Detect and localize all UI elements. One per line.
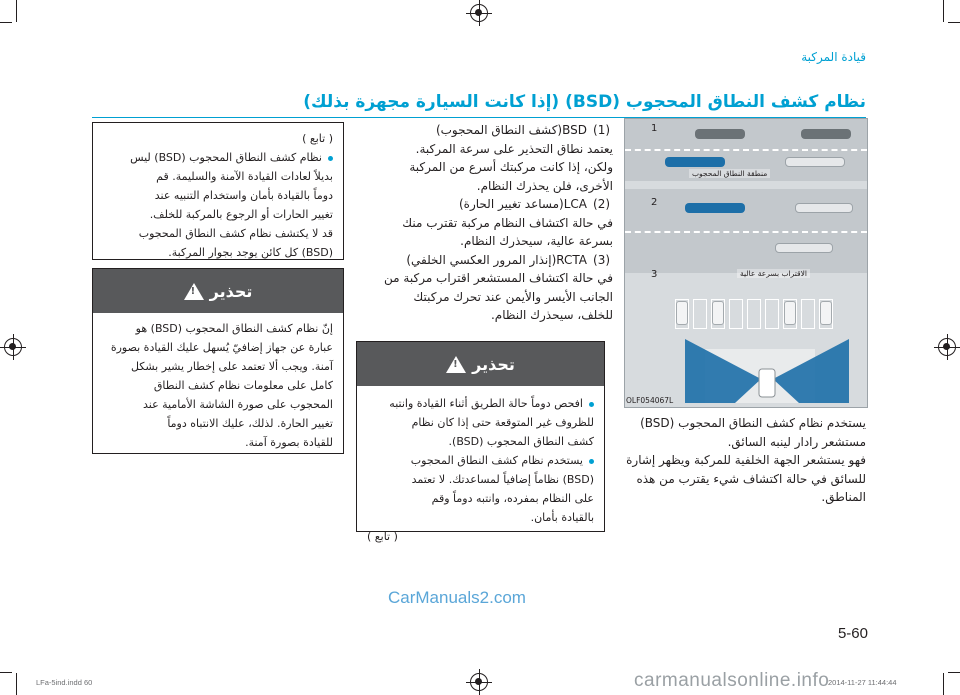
figure-number-2: 2: [651, 197, 658, 208]
blind-spot-zone-label: منطقة النطاق المحجوب: [689, 169, 770, 178]
parking-slot: [765, 299, 779, 329]
list-heading: RCTA(إنذار المرور العكسي الخلفي): [406, 252, 587, 267]
warning-header: [357, 342, 604, 386]
crop-mark: [0, 672, 12, 673]
registration-mark-icon: [938, 338, 956, 356]
crop-mark: [0, 22, 12, 23]
caption-line: للسائق في حالة اكتشاف شيء يقترب من هذه: [636, 471, 866, 486]
crop-mark: [16, 673, 17, 695]
warning-line: بالقيادة بأمان.: [530, 511, 594, 524]
warning-icon: !: [184, 283, 204, 300]
bsd-illustration: [624, 118, 868, 408]
car-icon: [784, 301, 796, 325]
list-item: [377, 121, 613, 195]
warning-line: المحجوب على صورة الشاشة الأمامية عند: [143, 398, 333, 411]
section-header: قيادة المركبة: [801, 50, 866, 64]
warning-line: على النظام بمفرده، وانتبه دوماً وقم: [431, 492, 594, 505]
car-icon: [785, 157, 845, 167]
closing-speed-label: الاقتراب بسرعة عالية: [737, 269, 810, 278]
crop-mark: [943, 673, 944, 695]
page-number: 5-60: [837, 625, 868, 642]
car-icon: [712, 301, 724, 325]
lane-divider: [625, 231, 867, 233]
crop-mark: [948, 22, 960, 23]
list-line: في حالة اكتشاف المستشعر اقتراب مركبة من: [384, 271, 613, 285]
note-continued: ( تابع ): [302, 132, 333, 145]
lane-divider: [625, 149, 867, 151]
list-line: بسرعة عالية، سيحذرك النظام.: [460, 234, 613, 248]
warning-continued: ( تابع ): [367, 530, 398, 543]
parking-slot: [693, 299, 707, 329]
warning-box: [356, 341, 605, 543]
list-line: الأخرى، فلن يحذرك النظام.: [476, 178, 613, 193]
note-line: نظام كشف النطاق المحجوب (BSD) ليس: [103, 148, 333, 167]
list-line: ولكن، إذا كانت مركبتك أسرع من المركبة: [409, 160, 613, 174]
crop-mark: [943, 0, 944, 22]
warning-line: عبارة عن جهاز إضافيّ يُسهل عليك القيادة بصورة: [110, 341, 333, 354]
warning-box: [92, 268, 344, 454]
note-line: دوماً بالقيادة بأمان واستخدام التنبيه عند: [154, 189, 333, 202]
note-box: [92, 122, 344, 260]
caption-line: مستشعر رادار لينبه السائق.: [727, 434, 866, 449]
figure-code: OLF054067L: [626, 396, 674, 405]
note-line: قد لا يكتشف نظام كشف النطاق المحجوب: [138, 227, 333, 240]
feature-list: [377, 121, 613, 325]
parking-slot: [747, 299, 761, 329]
warning-line: كامل على معلومات نظام كشف النطاق: [153, 379, 333, 392]
car-icon: [820, 301, 832, 325]
warning-icon: !: [446, 356, 466, 373]
list-item: [377, 251, 613, 325]
list-heading: LCA(مساعد تغيير الحارة): [459, 197, 587, 211]
note-line: تغيير الحارات أو الرجوع بالمركبة للخلف.: [149, 208, 333, 221]
footer-file: LFa-5ind.indd 60: [36, 678, 93, 687]
note-line: بديلاً لعادات القيادة الآمنة والسليمة. قم: [156, 170, 333, 183]
warning-line: آمنة. ويجب ألا تعتمد على إخطار يشير بشكل: [130, 360, 333, 373]
figure-number-1: 1: [651, 123, 658, 134]
list-number: (2): [593, 197, 611, 211]
caption-line: المناطق.: [821, 490, 866, 504]
caption-line: فهو يستشعر الجهة الخلفية للمركبة ويظهر إشارة: [626, 453, 866, 467]
footer-date: 2014-11-27 11:44:44: [828, 678, 897, 687]
warning-line: يستخدم نظام كشف النطاق المحجوب: [367, 451, 594, 470]
warning-header: [93, 269, 343, 313]
car-icon: [665, 157, 725, 167]
warning-line: كشف النطاق المحجوب (BSD).: [448, 435, 594, 448]
caption-line: يستخدم نظام كشف النطاق المحجوب (BSD): [640, 416, 866, 430]
note-line: (BSD) كل كائن يوجد بجوار المركبة.: [168, 246, 333, 259]
car-icon: [695, 129, 745, 139]
watermark: CarManuals2.com: [388, 588, 526, 607]
list-heading: BSD(كشف النطاق المحجوب): [435, 123, 587, 137]
car-icon: [775, 243, 833, 253]
car-icon: [676, 301, 688, 325]
list-line: في حالة اكتشاف النظام مركبة تقترب منك: [402, 215, 613, 230]
parking-slot: [729, 299, 743, 329]
registration-mark-icon: [4, 338, 22, 356]
list-line: يعتمد نطاق التحذير على سرعة المركبة.: [415, 141, 613, 156]
bullet-icon: [589, 459, 594, 464]
bullet-icon: [328, 156, 333, 161]
page-title: نظام كشف النطاق المحجوب (BSD) (إذا كانت السيارة مجهزة بذلك): [303, 92, 866, 112]
registration-mark-icon: [470, 4, 488, 22]
figure-number-3: 3: [651, 269, 658, 280]
warning-title: تحذير: [472, 354, 515, 374]
car-icon: [685, 203, 745, 213]
list-line: للخلف، سيحذرك النظام.: [490, 308, 613, 322]
warning-title: تحذير: [209, 281, 253, 301]
list-number: (1): [593, 123, 611, 137]
warning-line: افحص دوماً حالة الطريق أثناء القيادة وانتبه: [367, 394, 594, 413]
crop-mark: [948, 672, 960, 673]
warning-line: للظروف غير المتوقعة حتى إذا كان نظام: [411, 416, 594, 429]
warning-line: للقيادة بصورة آمنة.: [245, 436, 333, 449]
footer-logo: carmanualsonline.info: [634, 670, 830, 691]
parking-slot: [801, 299, 815, 329]
car-icon: [801, 129, 851, 139]
car-icon: [795, 203, 853, 213]
crop-mark: [16, 0, 17, 22]
warning-line: (BSD) نظاماً إضافياً لمساعدتك. لا تعتمد: [411, 473, 594, 486]
bullet-icon: [589, 402, 594, 407]
list-number: (3): [593, 252, 611, 267]
figure-caption: [626, 414, 866, 507]
warning-line: تغيير الحارة. لذلك، عليك الانتباه دوماً: [167, 417, 333, 430]
warning-line: إنّ نظام كشف النطاق المحجوب (BSD) هو: [135, 322, 333, 335]
list-item: [377, 195, 613, 251]
list-line: الجانب الأيسر والأيمن عند تحرك مركبتك: [413, 289, 613, 304]
registration-mark-icon: [470, 673, 488, 691]
